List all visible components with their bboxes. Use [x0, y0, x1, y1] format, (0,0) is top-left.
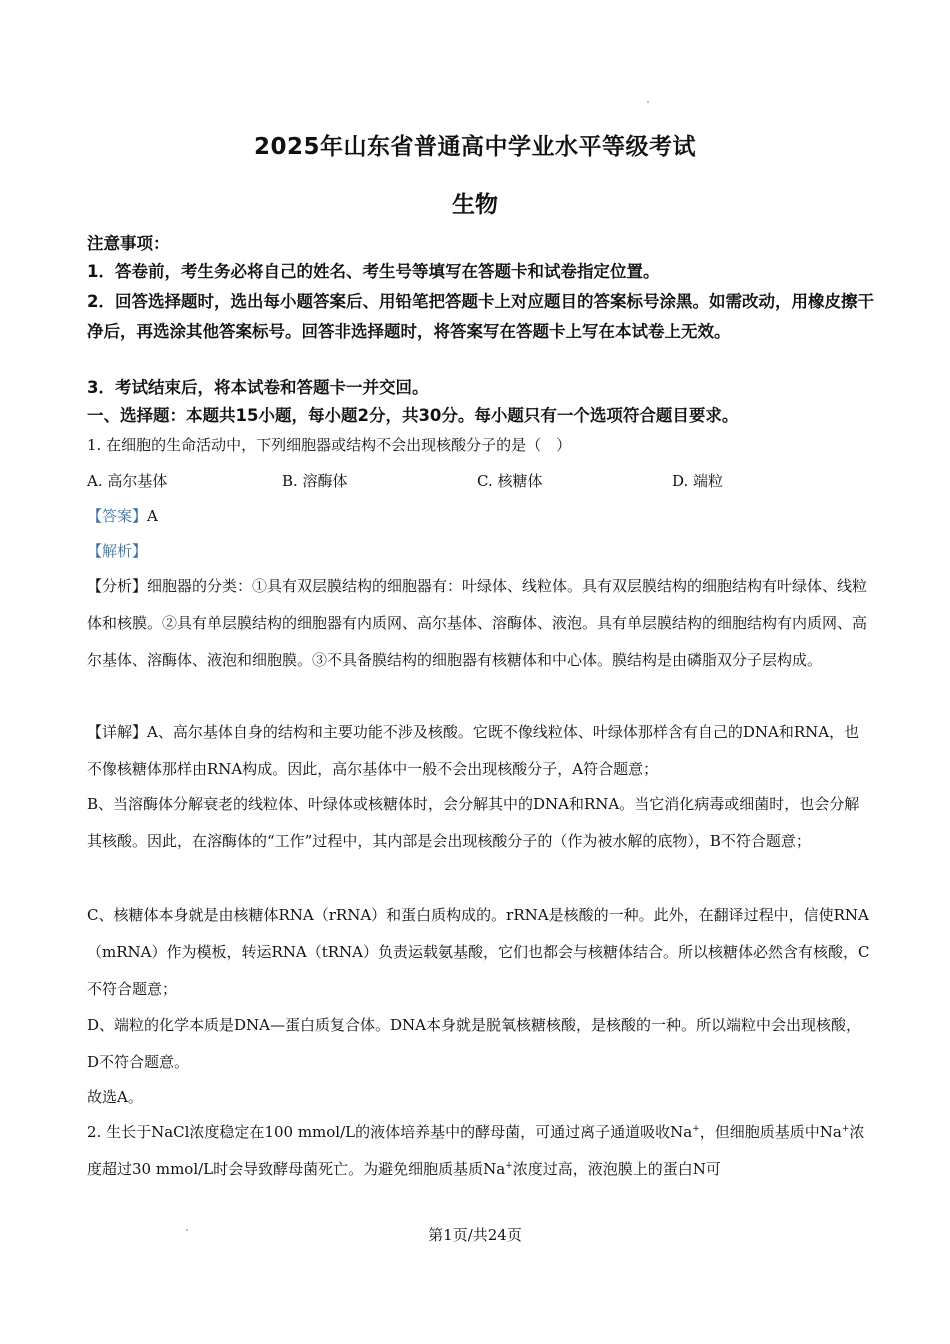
q2-text-3: 浓度超过30 mmol/L时会导致酵母菌死亡。为避免细胞质基质Na	[87, 1123, 865, 1178]
question-2-stem	[87, 1114, 872, 1188]
exam-title: 2025年山东省普通高中学业水平等级考试	[253, 134, 696, 160]
detail-paragraph-d: D、端粒的化学本质是DNA—蛋白质复合体。DNA本身就是脱氧核糖核酸，是核酸的一种。所以端粒中会出现核酸，D不符合题意。	[87, 1016, 861, 1071]
page-number: 第1页/共24页	[428, 1226, 522, 1244]
option-d: D. 端粒	[672, 472, 724, 490]
scan-dot	[647, 101, 649, 103]
section-heading: 一、选择题：本题共15小题，每小题2分，共30分。每小题只有一个选项符合题目要求。	[87, 406, 739, 425]
q2-sup-2: +	[841, 1124, 850, 1134]
question-1-options	[87, 463, 867, 500]
subject-title: 生物	[452, 192, 498, 218]
detail-paragraph-a: 【详解】A、高尔基体自身的结构和主要功能不涉及核酸。它既不像线粒体、叶绿体那样含有自己的DNA和RNA，也不像核糖体那样由RNA构成。因此，高尔基体中一般不会出现核酸分子，A符合题意；	[87, 723, 860, 778]
q2-sup-3: +	[505, 1161, 513, 1171]
q2-sup-1: +	[692, 1124, 700, 1134]
notice-item-2: 2．回答选择题时，选出每小题答案后、用铅笔把答题卡上对应题目的答案标号涂黑。如需改动，用橡皮擦干净后，再选涂其他答案标号。回答非选择题时，将答案写在答题卡上写在本试卷上无效。	[87, 292, 874, 341]
answer-line	[87, 498, 872, 535]
notice-item-3: 3．考试结束后，将本试卷和答题卡一并交回。	[87, 378, 429, 397]
analysis-tag: 【解析】	[87, 542, 148, 560]
analysis-line	[87, 533, 872, 570]
q2-text-1: 2. 生长于NaCl浓度稳定在100 mmol/L的液体培养基中的酵母菌，可通过离子通道吸收Na	[87, 1123, 693, 1141]
analysis-paragraph: 【分析】细胞器的分类：①具有双层膜结构的细胞器有：叶绿体、线粒体。具有双层膜结构的细胞结构有叶绿体、线粒体和核膜。②具有单层膜结构的细胞器有内质网、高尔基体、溶酶体、液泡。具有单层膜结构的细胞结构有内质网、高尔基体、溶酶体、液泡和细胞膜。③不具备膜结构的细胞器有核糖体和中心体。膜结构是由磷脂双分子层构成。	[87, 577, 868, 669]
detail-paragraph-b: B、当溶酶体分解衰老的线粒体、叶绿体或核糖体时，会分解其中的DNA和RNA。当它消化病毒或细菌时，也会分解其核酸。因此，在溶酶体的“工作”过程中，其内部是会出现核酸分子的（作为被水解的底物），B不符合题意；	[87, 795, 860, 850]
answer-tag: 【答案】	[87, 507, 148, 525]
q2-text-4: 浓度过高，液泡膜上的蛋白N可	[512, 1160, 721, 1178]
answer-value: A	[147, 507, 158, 525]
notice-heading: 注意事项：	[87, 234, 170, 253]
option-a: A. 高尔基体	[87, 472, 168, 490]
q2-text-2: ，但细胞质基质中Na	[699, 1123, 842, 1141]
question-1-stem: 1. 在细胞的生命活动中，下列细胞器或结构不会出现核酸分子的是（ ）	[87, 436, 572, 454]
conclusion-line: 故选A。	[87, 1088, 143, 1106]
option-c: C. 核糖体	[477, 472, 543, 490]
option-b: B. 溶酶体	[282, 472, 348, 490]
notice-item-1: 1．答卷前，考生务必将自己的姓名、考生号等填写在答题卡和试卷指定位置。	[87, 262, 660, 281]
detail-paragraph-c: C、核糖体本身就是由核糖体RNA（rRNA）和蛋白质构成的。rRNA是核酸的一种。此外，在翻译过程中，信使RNA（mRNA）作为模板，转运RNA（tRNA）负责运载氨基酸，它们也都会与核糖体结合。所以核糖体必然含有核酸，C不符合题意；	[87, 906, 870, 998]
